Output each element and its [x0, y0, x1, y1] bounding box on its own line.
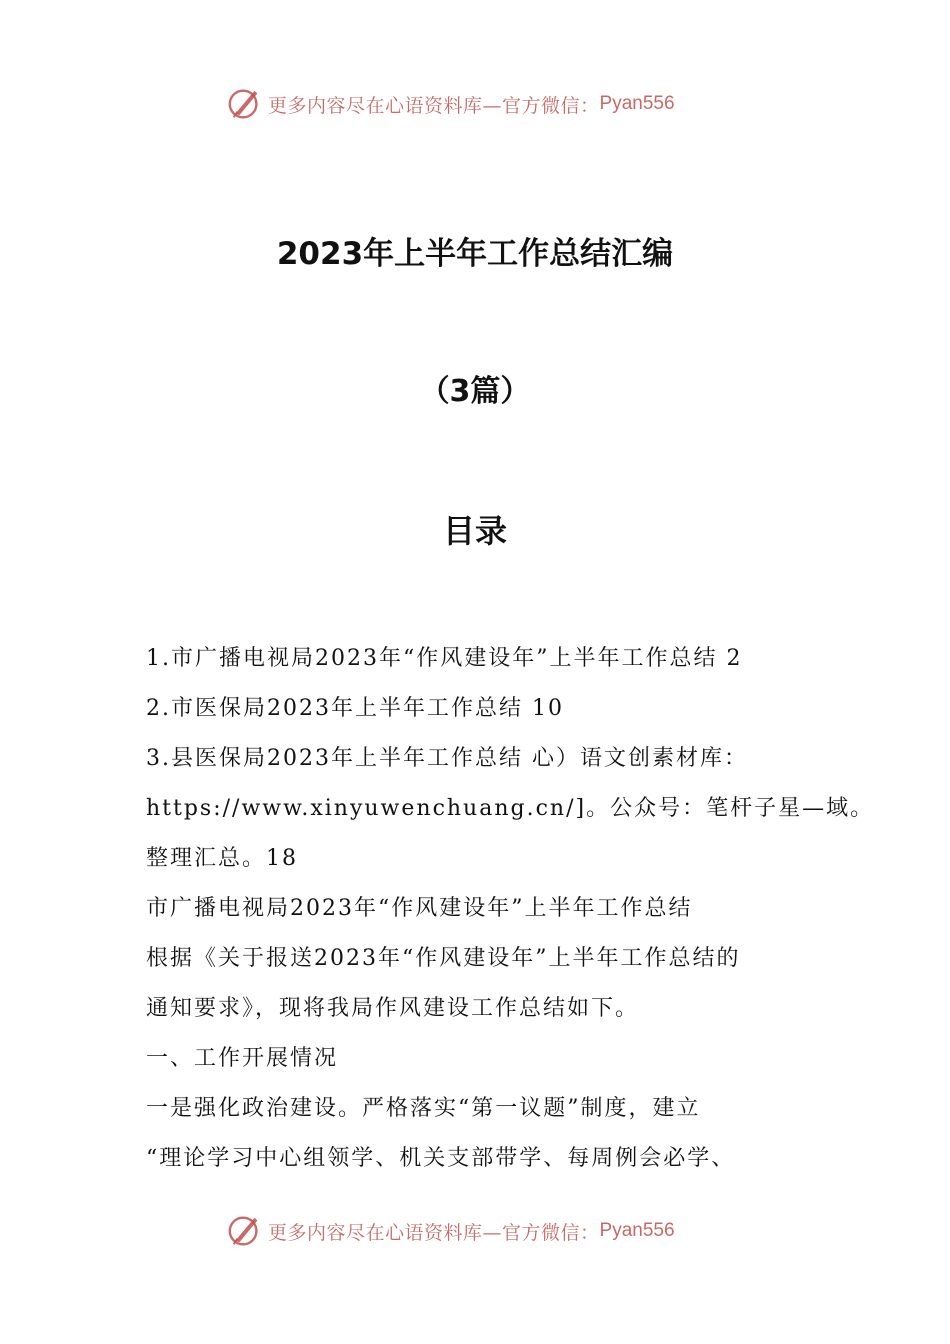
watermark-header: [226, 84, 675, 124]
document-subtitle: （3篇）: [419, 374, 531, 409]
toc-entry-3-continued: https://www.xinyuwenchuang.cn/]。公众号：笔杆子星—域。: [146, 796, 875, 821]
paragraph-line: 根据《关于报送2023年“作风建设年”上半年工作总结的: [146, 946, 741, 971]
paragraph-line: “理论学习中心组领学、机关支部带学、每周例会必学、: [146, 1146, 736, 1171]
section-title: 市广播电视局2023年“作风建设年”上半年工作总结: [146, 896, 693, 921]
toc-entry-3-end: 整理汇总。18: [146, 846, 298, 871]
paragraph-line: 一是强化政治建设。严格落实“第一议题”制度，建立: [146, 1096, 701, 1121]
document-title: 2023年上半年工作总结汇编: [276, 236, 674, 272]
toc-entry-2[interactable]: 2.市医保局2023年上半年工作总结 10: [146, 696, 564, 721]
paragraph-line: 通知要求》，现将我局作风建设工作总结如下。: [146, 996, 640, 1021]
watermark-text: 更多内容尽在心语资料库—官方微信：: [268, 1221, 600, 1244]
document-body: [146, 634, 875, 1184]
toc-heading: 目录: [442, 512, 507, 550]
toc-entry-3[interactable]: 3.县医保局2023年上半年工作总结 心）语文创素材库：: [146, 746, 748, 771]
quill-logo-icon: [226, 85, 264, 123]
watermark-wechat-id: Pyan556: [599, 1220, 675, 1241]
quill-logo-icon: [226, 1212, 264, 1250]
toc-entry-1[interactable]: 1.市广播电视局2023年“作风建设年”上半年工作总结 2: [146, 646, 743, 671]
watermark-text: 更多内容尽在心语资料库—官方微信：: [268, 94, 600, 117]
watermark-wechat-id: Pyan556: [599, 93, 675, 114]
section-heading: 一、工作开展情况: [146, 1046, 339, 1071]
watermark-footer: [226, 1211, 675, 1251]
